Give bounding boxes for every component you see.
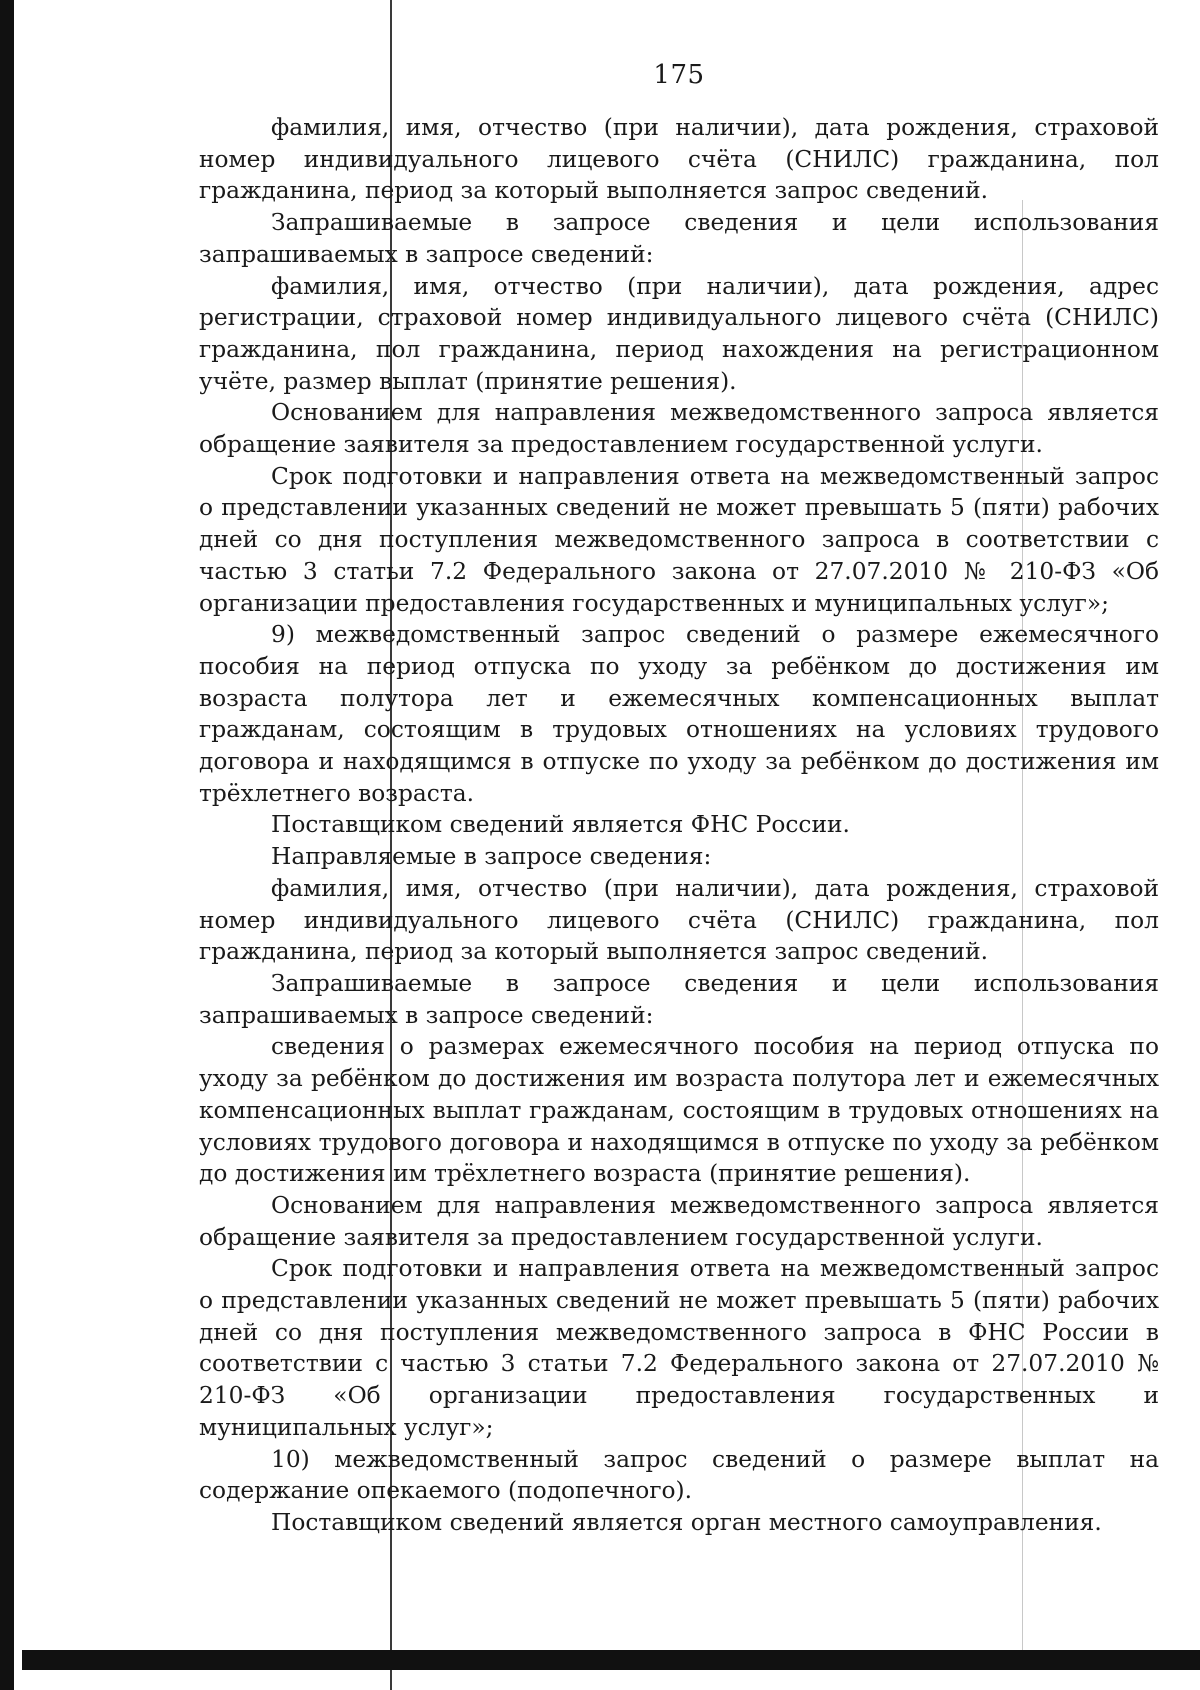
paragraph-requested-info-2: сведения о размерах ежемесячного пособия на период отпуска по уходу за ребёнком до достижения им возраста полутора лет и ежемесячных компенсационных выплат гражданам, состоящим в трудовых отношениях на условиях трудового договора и находящимся в отпуске по уходу за ребёнком до достижения им трёхлетнего возраста (принятие решения). [199,1033,1159,1188]
document-page [199,60,1159,1539]
paragraph-sent-info: фамилия, имя, отчество (при наличии), дата рождения, страховой номер индивидуального лицевого счёта (СНИЛС) гражданина, пол гражданина, период за который выполняется запрос сведений. [199,874,1159,966]
paragraph-requested-info-heading-2: Запрашиваемые в запросе сведения и цели использования запрашиваемых в запросе сведений: [199,969,1159,1029]
paragraph-response-deadline: Срок подготовки и направления ответа на межведомственный запрос о представлении указанных сведений не может превышать 5 (пяти) рабочих дней со дня поступления межведомственного запроса в соответствии с частью 3 статьи 7.2 Федерального закона от 27.07.2010 № 210-ФЗ «Об организации предоставления государственных и муниципальных услуг»; [199,462,1159,617]
paragraph-supplier: Поставщиком сведений является ФНС России. [271,811,850,839]
paragraph-item-9: 9) межведомственный запрос сведений о размере ежемесячного пособия на период отпуска по уходу за ребёнком до достижения им возраста полутора лет и ежемесячных компенсационных выплат гражданам, состоящим в трудовых отношениях на условиях трудового договора и находящимся в отпуске по уходу за ребёнком до достижения им трёхлетнего возраста. [199,621,1159,807]
paragraph-requested-info: фамилия, имя, отчество (при наличии), дата рождения, адрес регистрации, страховой номер индивидуального лицевого счёта (СНИЛС) гражданина, пол гражданина, период нахождения на регистрационном учёте, размер выплат (принятие решения). [199,272,1159,395]
paragraph-request-fields: фамилия, имя, отчество (при наличии), дата рождения, страховой номер индивидуального лицевого счёта (СНИЛС) гражданина, пол гражданина, период за который выполняется запрос сведений. [199,114,1159,205]
paragraph-request-basis-2: Основанием для направления межведомственного запроса является обращение заявителя за предоставлением государственной услуги. [199,1191,1159,1251]
paragraph-sent-info-heading: Направляемые в запросе сведения: [271,843,712,871]
paragraph-response-deadline-2: Срок подготовки и направления ответа на межведомственный запрос о представлении указанных сведений не может превышать 5 (пяти) рабочих дней со дня поступления межведомственного запроса в ФНС России в соответствии с частью 3 статьи 7.2 Федерального закона от 27.07.2010 № 210-ФЗ «Об организации предоставления государственных и муниципальных услуг»; [199,1255,1159,1441]
page-number: 175 [653,60,705,90]
paragraph-item-10: 10) межведомственный запрос сведений о размере выплат на содержание опекаемого (подопечного). [199,1445,1159,1505]
paragraph-requested-info-heading: Запрашиваемые в запросе сведения и цели использования запрашиваемых в запросе сведений: [199,209,1159,268]
scan-edge-bottom [22,1650,1200,1670]
scan-edge-left [0,0,14,1690]
paragraph-supplier-2: Поставщиком сведений является орган местного самоуправления. [271,1508,1102,1536]
paragraph-request-basis: Основанием для направления межведомственного запроса является обращение заявителя за предоставлением государственной услуги. [199,399,1159,459]
